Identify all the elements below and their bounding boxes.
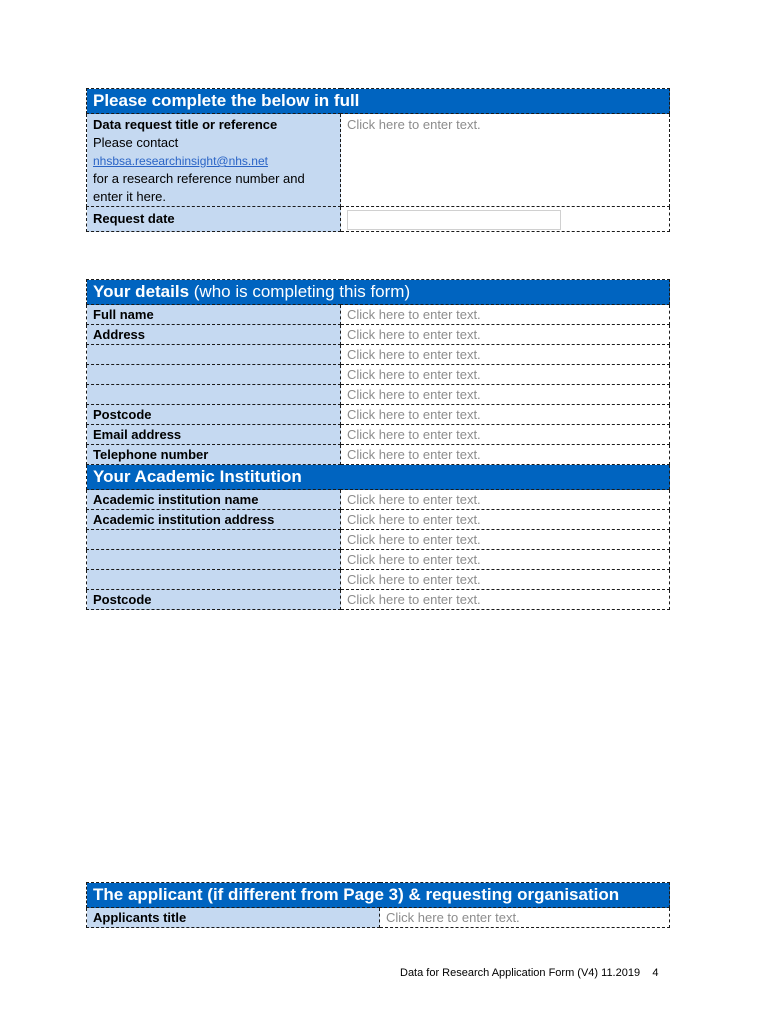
details-row [87,445,670,465]
your-details-header-note: (who is completing this form) [189,282,411,301]
request-ref-label-cell [87,114,341,207]
contact-email-link[interactable]: nhsbsa.researchinsight@nhs.net [93,154,268,168]
applicant-table [86,882,670,928]
applicants-title-label: Applicants title [87,908,380,928]
applicant-header: The applicant (if different from Page 3) & requesting organisation [87,883,670,908]
details-label [87,365,341,385]
details-row [87,365,670,385]
request-date-label: Request date [87,207,341,232]
applicants-title-field[interactable]: Click here to enter text. [380,908,670,928]
institution-row [87,550,670,570]
institution-row [87,490,670,510]
details-label: Postcode [87,405,341,425]
footer-text: Data for Research Application Form (V4) 11.2019 [400,967,641,979]
your-details-header-bold: Your details [93,282,190,301]
section-header: Please complete the below in full [87,89,670,114]
academic-institution-header: Your Academic Institution [87,465,670,490]
details-label [87,345,341,365]
details-field[interactable]: Click here to enter text. [341,385,670,405]
details-row [87,385,670,405]
institution-label [87,570,341,590]
details-field[interactable]: Click here to enter text. [341,365,670,385]
institution-row [87,590,670,610]
institution-row [87,510,670,530]
contact-suffix: for a research reference number and enter it here. [93,171,305,204]
institution-field[interactable]: Click here to enter text. [341,550,670,570]
details-row [87,345,670,365]
institution-row [87,570,670,590]
request-ref-field[interactable]: Click here to enter text. [341,114,670,207]
institution-field[interactable]: Click here to enter text. [341,490,670,510]
details-row [87,425,670,445]
request-date-field[interactable] [347,210,561,230]
institution-label [87,530,341,550]
contact-prefix: Please contact [93,135,179,150]
page-footer [400,967,658,979]
details-field[interactable]: Click here to enter text. [341,445,670,465]
request-ref-label: Data request title or reference [93,117,278,132]
details-label: Full name [87,305,341,325]
institution-field[interactable]: Click here to enter text. [341,590,670,610]
details-field[interactable]: Click here to enter text. [341,325,670,345]
request-details-table [86,88,670,232]
details-field[interactable]: Click here to enter text. [341,425,670,445]
your-details-table [86,279,670,610]
institution-label: Postcode [87,590,341,610]
details-field[interactable]: Click here to enter text. [341,405,670,425]
institution-label [87,550,341,570]
institution-label: Academic institution name [87,490,341,510]
institution-field[interactable]: Click here to enter text. [341,510,670,530]
details-field[interactable]: Click here to enter text. [341,305,670,325]
details-row [87,325,670,345]
details-row [87,305,670,325]
page-number: 4 [652,967,659,979]
details-label: Address [87,325,341,345]
institution-field[interactable]: Click here to enter text. [341,570,670,590]
institution-label: Academic institution address [87,510,341,530]
details-label: Telephone number [87,445,341,465]
details-label [87,385,341,405]
details-label: Email address [87,425,341,445]
details-row [87,405,670,425]
details-field[interactable]: Click here to enter text. [341,345,670,365]
institution-row [87,530,670,550]
request-date-cell [341,207,670,232]
your-details-header [87,280,670,305]
institution-field[interactable]: Click here to enter text. [341,530,670,550]
